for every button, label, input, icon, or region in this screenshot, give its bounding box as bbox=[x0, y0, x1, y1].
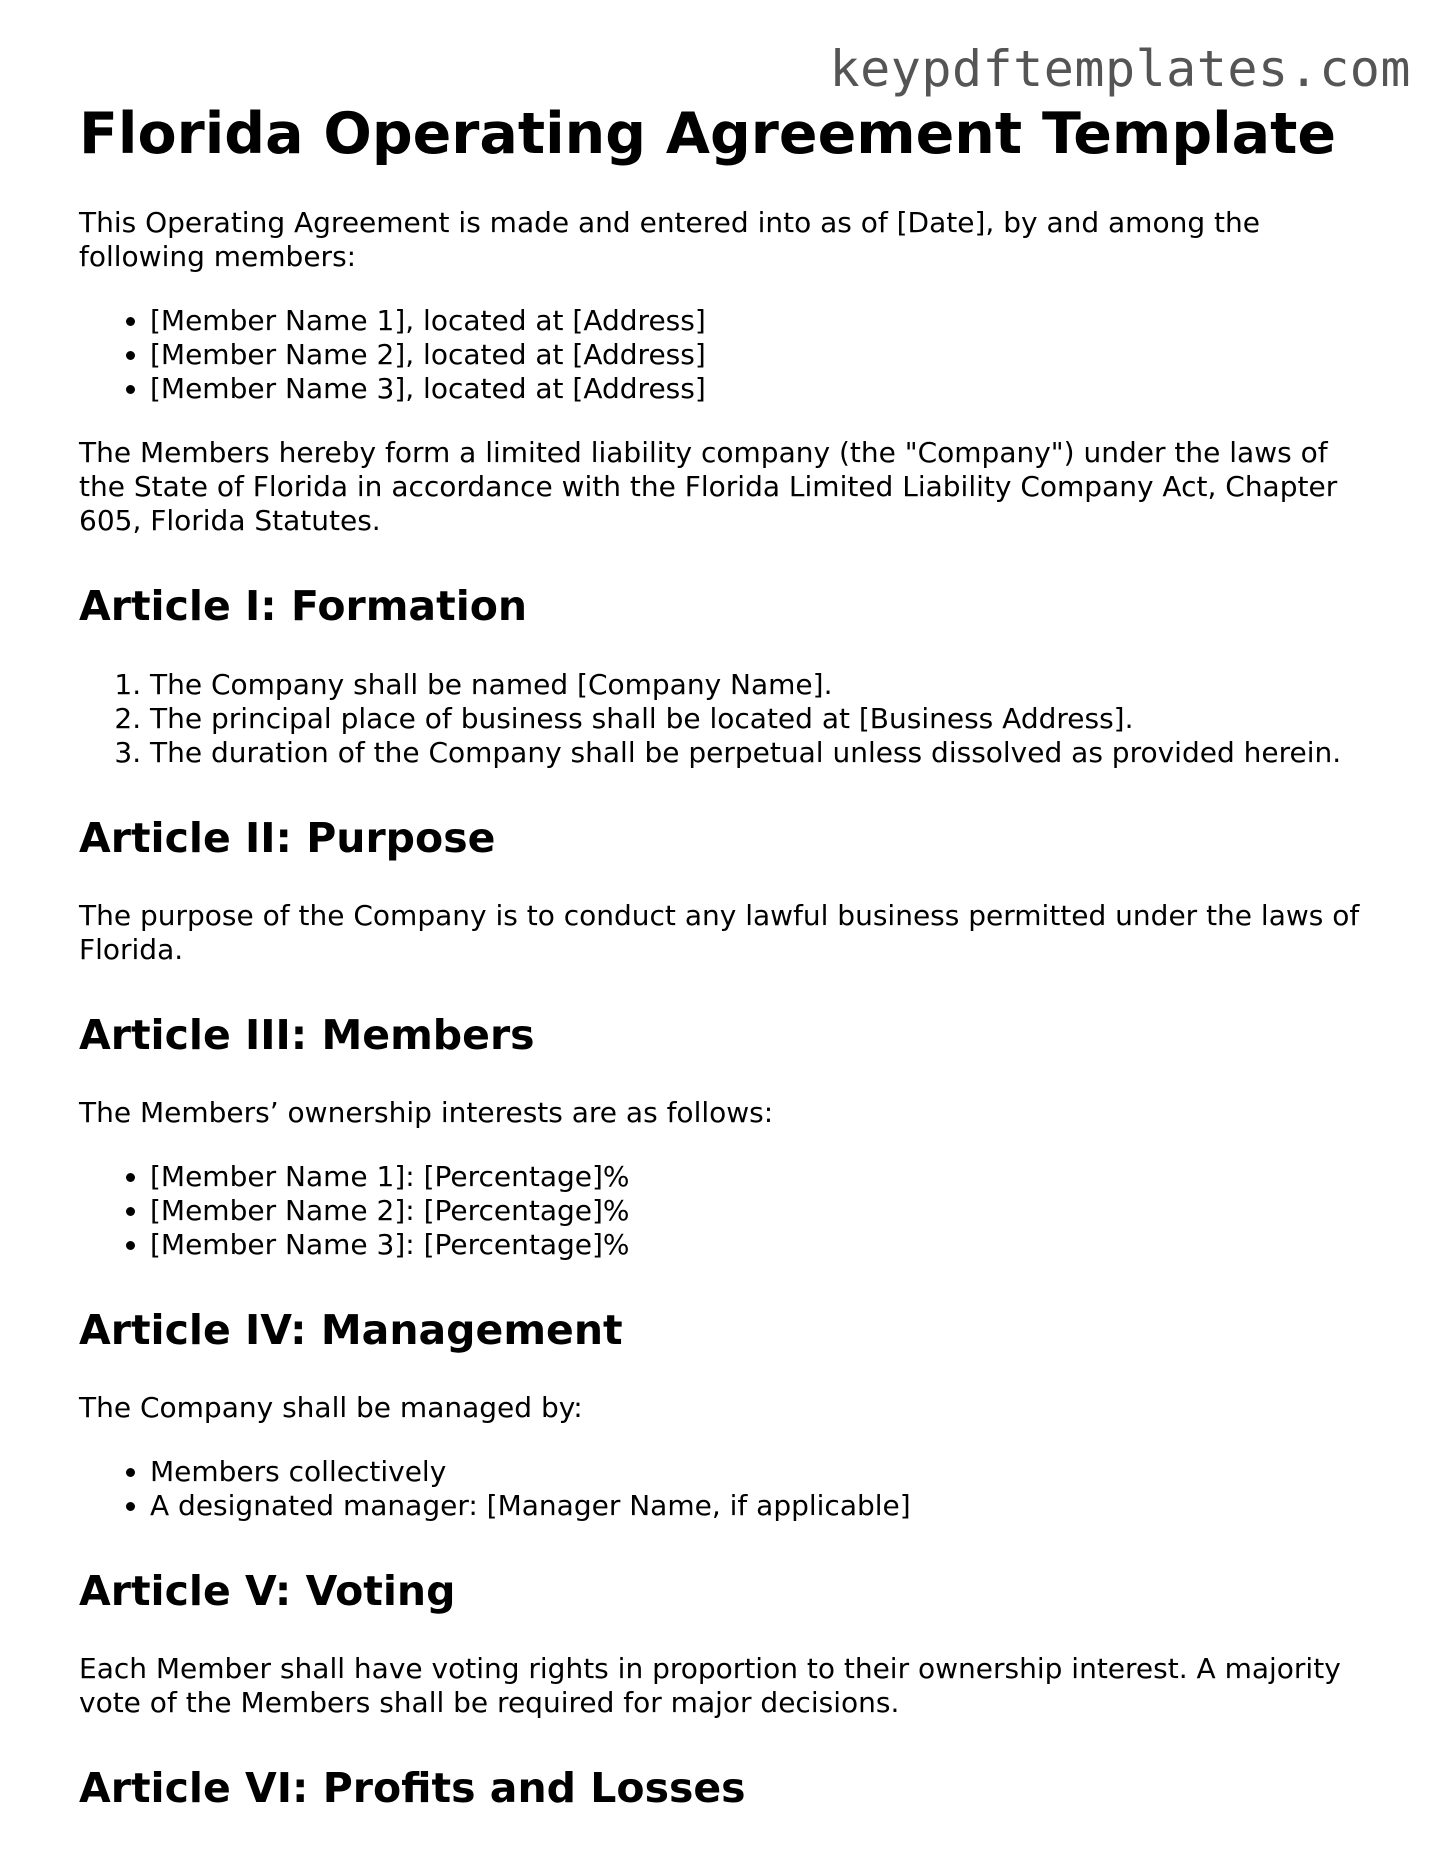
article-5-text: Each Member shall have voting rights in proportion to their ownership interest. A majority vote of the Members shall be required for major decisions. bbox=[79, 1652, 1341, 1720]
article-4-text: The Company shall be managed by: bbox=[79, 1391, 583, 1425]
document-title: Florida Operating Agreement Template bbox=[79, 101, 1337, 167]
article-1-list bbox=[79, 668, 1379, 770]
members-list bbox=[79, 304, 1379, 406]
list-item: • [Member Name 2], located at [Address] bbox=[150, 338, 1379, 372]
article-1-heading: Article I: Formation bbox=[79, 582, 528, 631]
list-item: • A designated manager: [Manager Name, if applicable] bbox=[150, 1489, 1379, 1523]
article-4-list bbox=[79, 1455, 1379, 1523]
intro-paragraph: This Operating Agreement is made and entered into as of [Date], by and among the following members: bbox=[79, 206, 1260, 274]
list-item: • [Member Name 1]: [Percentage]% bbox=[150, 1160, 1379, 1194]
list-item: 1. The Company shall be named [Company Name]. bbox=[150, 668, 1379, 702]
list-item: • [Member Name 3]: [Percentage]% bbox=[150, 1228, 1379, 1262]
list-item: 3. The duration of the Company shall be perpetual unless dissolved as provided herein. bbox=[150, 736, 1379, 770]
article-3-heading: Article III: Members bbox=[79, 1010, 535, 1059]
watermark: keypdftemplates.com bbox=[829, 40, 1411, 98]
article-3-list bbox=[79, 1160, 1379, 1262]
list-item: • [Member Name 3], located at [Address] bbox=[150, 372, 1379, 406]
formation-statement: The Members hereby form a limited liability company (the "Company") under the laws of the State of Florida in accordance with the Florida Limited Liability Company Act, Chapter 605, Florida Statutes. bbox=[79, 436, 1338, 538]
article-6-heading: Article VI: Profits and Losses bbox=[79, 1764, 746, 1813]
list-item: 2. The principal place of business shall be located at [Business Address]. bbox=[150, 702, 1379, 736]
article-2-text: The purpose of the Company is to conduct any lawful business permitted under the laws of Florida. bbox=[79, 898, 1360, 966]
list-item: • Members collectively bbox=[150, 1455, 1379, 1489]
article-3-text: The Members’ ownership interests are as follows: bbox=[79, 1095, 774, 1129]
article-2-heading: Article II: Purpose bbox=[79, 813, 496, 862]
list-item: • [Member Name 1], located at [Address] bbox=[150, 304, 1379, 338]
article-4-heading: Article IV: Management bbox=[79, 1305, 623, 1354]
document-body bbox=[79, 100, 1379, 1814]
article-5-heading: Article V: Voting bbox=[79, 1567, 456, 1616]
list-item: • [Member Name 2]: [Percentage]% bbox=[150, 1194, 1379, 1228]
